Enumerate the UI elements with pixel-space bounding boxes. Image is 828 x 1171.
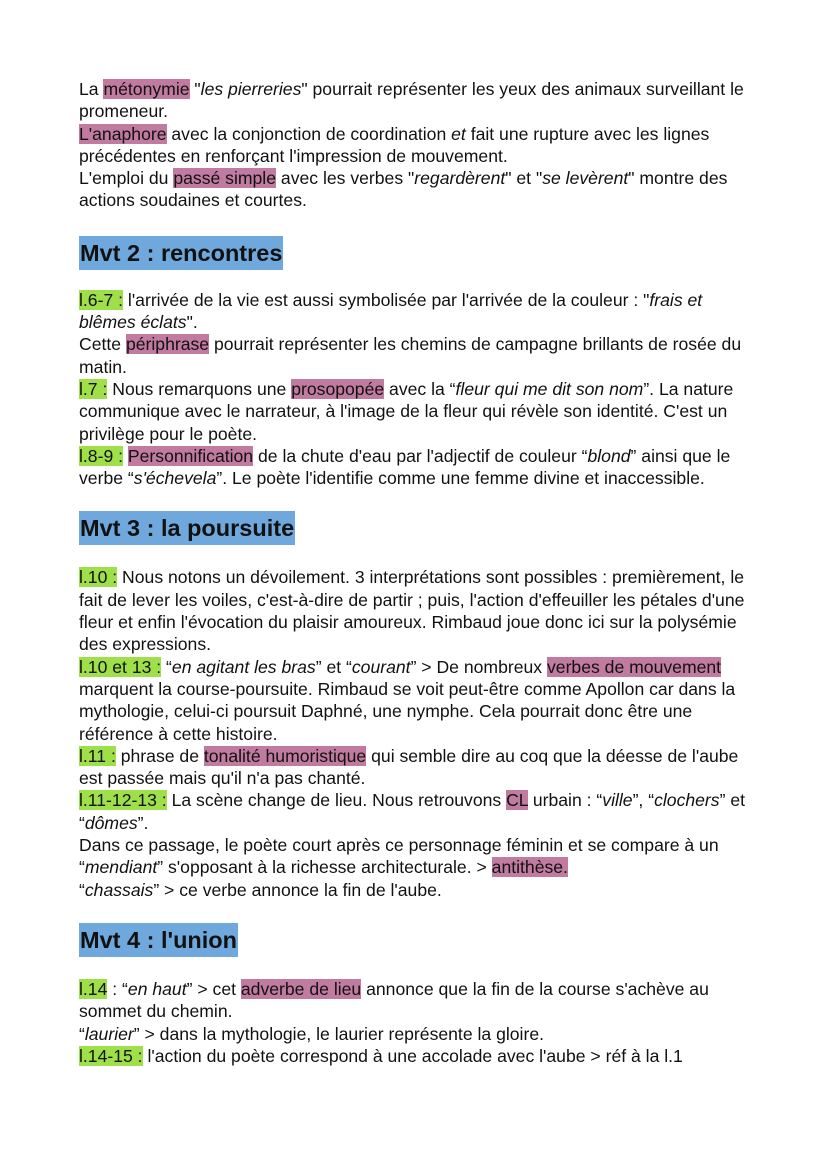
- term-highlight: métonymie: [103, 79, 190, 99]
- quote: clochers: [654, 790, 720, 811]
- line-ref-highlight: l.10 et 13 :: [79, 656, 162, 677]
- quote: courant: [351, 656, 411, 677]
- document-page: [79, 78, 759, 1067]
- term-highlight: prosopopée: [291, 378, 385, 399]
- line-ref-highlight: l.11 :: [79, 745, 116, 766]
- term-highlight: verbes de mouvement: [546, 656, 722, 677]
- paragraph-l11-12-13: l.11-12-13 : La scène change de lieu. Nous retrouvons CL urbain : “ville”, “clochers” et “dômes”.: [79, 790, 746, 833]
- term-highlight: antithèse.: [491, 857, 568, 878]
- line-ref-highlight: l.6-7 :: [79, 289, 124, 310]
- section-heading-mvt3: Mvt 3 : la poursuite: [79, 511, 295, 545]
- term-highlight: adverbe de lieu: [240, 978, 362, 999]
- section-heading-mvt2: Mvt 2 : rencontres: [79, 236, 283, 270]
- line-ref-highlight: l.7 :: [79, 378, 108, 399]
- paragraph-l10: l.10 : Nous notons un dévoilement. 3 interprétations sont possibles : premièrement, le fait de lever les voiles, c'est-à-dire de partir ; puis, l'action d'effeuiller les pétales d'une fleur et enfin l'évocation du plaisir amoureux. Rimbaud joue donc ici sur la polysémie des expressions.: [79, 567, 745, 655]
- paragraph-l8-9: l.8-9 : Personnification de la chute d'eau par l'adjectif de couleur “blond” ainsi que le verbe “s'échevela”. Le poète l'identifie comme une femme divine et inaccessible.: [79, 445, 731, 489]
- paragraph-metonymie: La métonymie "les pierreries" pourrait représenter les yeux des animaux surveillant le promeneur.: [79, 79, 744, 122]
- line-ref-highlight: l.14: [79, 978, 108, 999]
- quote: ville: [602, 790, 633, 811]
- paragraph-anaphore: L'anaphore avec la conjonction de coordination et fait une rupture avec les lignes précédentes en renforçant l'impression de mouvement.: [79, 123, 710, 166]
- quote: laurier: [84, 1023, 134, 1044]
- paragraph-chassais: “chassais” > ce verbe annonce la fin de l'aube.: [79, 879, 442, 900]
- paragraph-l14-15: l.14-15 : l'action du poète correspond à une accolade avec l'aube > réf à la l.1: [79, 1045, 683, 1066]
- term-highlight: passé simple: [173, 168, 277, 189]
- paragraph-l6-7: l.6-7 : l'arrivée de la vie est aussi symbolisée par l'arrivée de la couleur : "frais et blêmes éclats".: [79, 289, 703, 333]
- line-ref-highlight: l.8-9 :: [79, 445, 124, 466]
- quote: s'échevela: [133, 468, 217, 489]
- line-ref-highlight: l.14-15 :: [79, 1045, 143, 1066]
- paragraph-passe-simple: L'emploi du passé simple avec les verbes "regardèrent" et "se levèrent" montre des actions soudaines et courtes.: [79, 168, 728, 211]
- section-heading-mvt4: Mvt 4 : l'union: [79, 923, 238, 957]
- paragraph-mendiant: Dans ce passage, le poète court après ce personnage féminin et se compare à un “mendiant” s'opposant à la richesse architecturale. > antithèse.: [79, 835, 719, 878]
- quote: chassais: [84, 879, 154, 900]
- quote: en agitant les bras: [171, 656, 316, 677]
- paragraph-l11: l.11 : phrase de tonalité humoristique qui semble dire au coq que la déesse de l'aube est passée mais qu'il n'a pas chanté.: [79, 745, 739, 789]
- line-ref-highlight: l.10 :: [79, 567, 118, 588]
- paragraph-l14: l.14 : “en haut” > cet adverbe de lieu annonce que la fin de la course s'achève au sommet du chemin.: [79, 978, 709, 1022]
- term-highlight: L'anaphore: [79, 123, 167, 144]
- term-highlight: tonalité humoristique: [203, 745, 367, 766]
- quote: frais et blêmes éclats: [79, 289, 703, 333]
- paragraph-l7: l.7 : Nous remarquons une prosopopée avec la “fleur qui me dit son nom”. La nature communique avec le narrateur, à l'image de la fleur qui révèle son identité. C'est un privilège pour le poète.: [79, 378, 734, 444]
- line-ref-highlight: l.11-12-13 :: [79, 790, 167, 811]
- quote: mendiant: [84, 857, 158, 878]
- quote: se levèrent: [542, 168, 629, 189]
- paragraph-periphrase: Cette périphrase pourrait représenter les chemins de campagne brillants de rosée du matin.: [79, 334, 742, 377]
- quote: blond: [587, 445, 631, 466]
- paragraph-laurier: “laurier” > dans la mythologie, le laurier représente la gloire.: [79, 1023, 544, 1044]
- paragraph-l10-13: l.10 et 13 : “en agitant les bras” et “courant” > De nombreux verbes de mouvement marquent la course-poursuite. Rimbaud se voit peut-être comme Apollon car dans la mythologie, celui-ci poursuit Daphné, une nymphe. Cela pourrait donc être une référence à cette histoire.: [79, 656, 736, 744]
- quote: les pierreries: [200, 79, 302, 99]
- quote: en haut: [127, 978, 187, 999]
- term-highlight: Personnification: [127, 445, 254, 466]
- quote: dômes: [84, 812, 138, 833]
- term-highlight: CL: [506, 790, 528, 811]
- quote: fleur qui me dit son nom: [455, 378, 644, 399]
- term-highlight: périphrase: [125, 334, 210, 355]
- quote: regardèrent: [414, 168, 506, 189]
